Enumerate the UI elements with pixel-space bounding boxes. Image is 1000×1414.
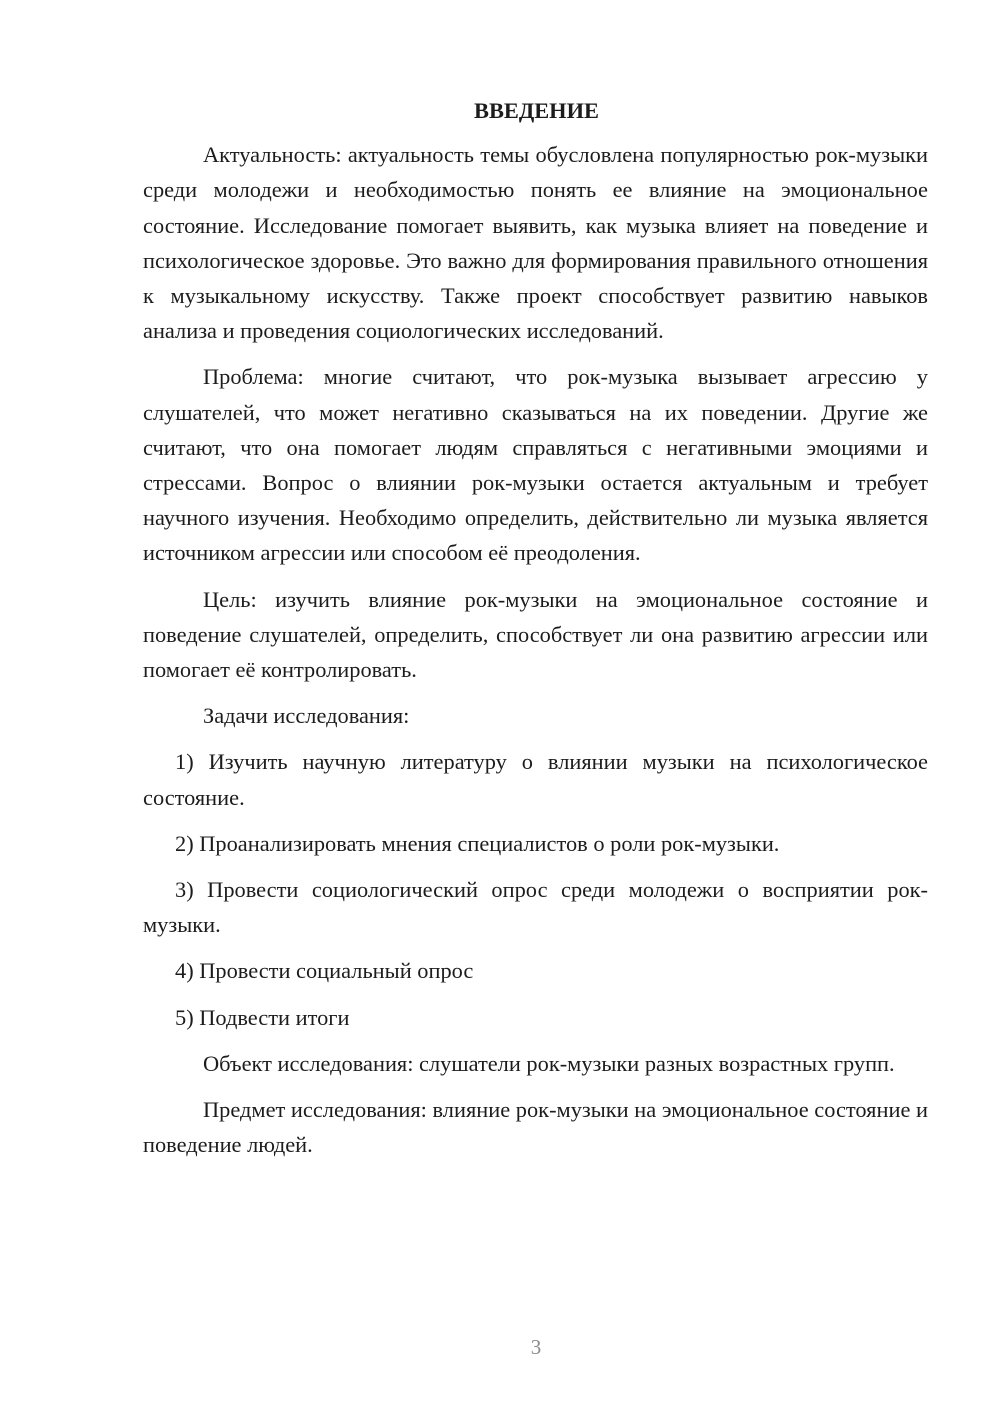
paragraph-goal: Цель: изучить влияние рок-музыки на эмоциональное состояние и поведение слушателей, определить, способствует ли она развитию агрессии или помогает её контролировать. — [143, 586, 928, 683]
task-item-1: 1) Изучить научную литературу о влиянии музыки на психологическое состояние. — [143, 749, 928, 810]
task-item-2: 2) Проанализировать мнения специалистов о роли рок-музыки. — [175, 830, 780, 856]
page-content — [143, 93, 928, 1173]
page-number: 3 — [530, 1335, 542, 1359]
task-item-5: 5) Подвести итоги — [175, 1004, 350, 1030]
paragraph-object: Объект исследования: слушатели рок-музыки разных возрастных групп. — [203, 1050, 895, 1076]
paragraph-subject: Предмет исследования: влияние рок-музыки на эмоциональное состояние и поведение людей. — [143, 1097, 928, 1158]
section-title: ВВЕДЕНИЕ — [474, 98, 599, 123]
task-item-4: 4) Провести социальный опрос — [175, 958, 474, 984]
paragraph-relevance: Актуальность: актуальность темы обусловлена популярностью рок-музыки среди молодежи и необходимостью понять ее влияние на эмоциональное состояние. Исследование помогает выявить, как музыка влияет на поведение и психологическое здоровье. Это важно для формирования правильного отношения к музыкальному искусству. Также проект способствует развитию навыков анализа и проведения социологических исследований. — [143, 142, 928, 344]
paragraph-tasks-heading: Задачи исследования: — [203, 703, 410, 729]
task-item-3: 3) Провести социологический опрос среди молодежи о восприятии рок-музыки. — [143, 877, 928, 938]
paragraph-problem: Проблема: многие считают, что рок-музыка вызывает агрессию у слушателей, что может негативно сказываться на их поведении. Другие же считают, что она помогает людям справляться с негативными эмоциями и стрессами. Вопрос о влиянии рок-музыки остается актуальным и требует научного изучения. Необходимо определить, действительно ли музыка является источником агрессии или способом её преодоления. — [143, 364, 928, 566]
